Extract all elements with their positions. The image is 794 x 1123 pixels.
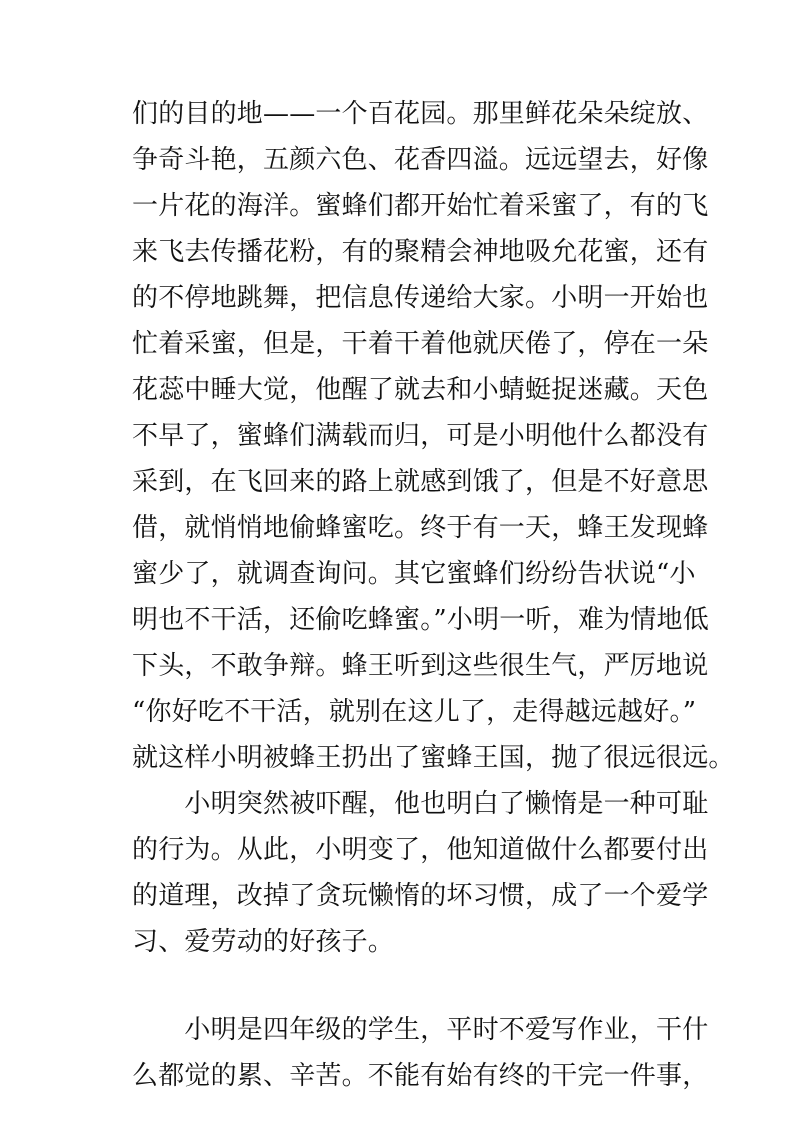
text-line: 明也不干活，还偷吃蜂蜜。”小明一听，难为情地低: [132, 605, 709, 635]
text-line: 就这样小明被蜂王扔出了蜜蜂王国，抛了很远很远。: [132, 743, 735, 773]
text-line: 一片花的海洋。蜜蜂们都开始忙着采蜜了，有的飞: [132, 191, 709, 221]
text-line: 们的目的地——一个百花园。那里鲜花朵朵绽放、: [132, 99, 709, 129]
text-line: 花蕊中睡大觉，他醒了就去和小蜻蜓捉迷藏。天色: [132, 375, 709, 405]
text-line: 争奇斗艳，五颜六色、花香四溢。远远望去，好像: [132, 145, 709, 175]
text-line: 的道理，改掉了贪玩懒惰的坏习惯，成了一个爱学: [132, 881, 709, 911]
text-line: 借，就悄悄地偷蜂蜜吃。终于有一天，蜂王发现蜂: [132, 513, 709, 543]
text-line: 的不停地跳舞，把信息传递给大家。小明一开始也: [132, 283, 709, 313]
text-line: 小明是四年级的学生，平时不爱写作业，干什: [132, 1015, 709, 1045]
text-line: “你好吃不干活，就别在这儿了，走得越远越好。”: [132, 697, 697, 727]
text-line: 忙着采蜜，但是，干着干着他就厌倦了，停在一朵: [132, 329, 709, 359]
text-line: 不早了，蜜蜂们满载而归，可是小明他什么都没有: [132, 421, 709, 451]
text-line: 下头，不敢争辩。蜂王听到这些很生气，严厉地说: [132, 651, 709, 681]
text-line: 的行为。从此，小明变了，他知道做什么都要付出: [132, 835, 709, 865]
text-line: 来飞去传播花粉，有的聚精会神地吸允花蜜，还有: [132, 237, 709, 267]
text-line: 么都觉的累、辛苦。不能有始有终的干完一件事，: [132, 1061, 709, 1091]
text-line: 小明突然被吓醒，他也明白了懒惰是一种可耻: [132, 789, 709, 819]
text-line: 采到，在飞回来的路上就感到饿了，但是不好意思: [132, 467, 709, 497]
text-line: 蜜少了，就调查询问。其它蜜蜂们纷纷告状说“小: [132, 559, 696, 589]
text-line: 习、爱劳动的好孩子。: [132, 927, 395, 957]
